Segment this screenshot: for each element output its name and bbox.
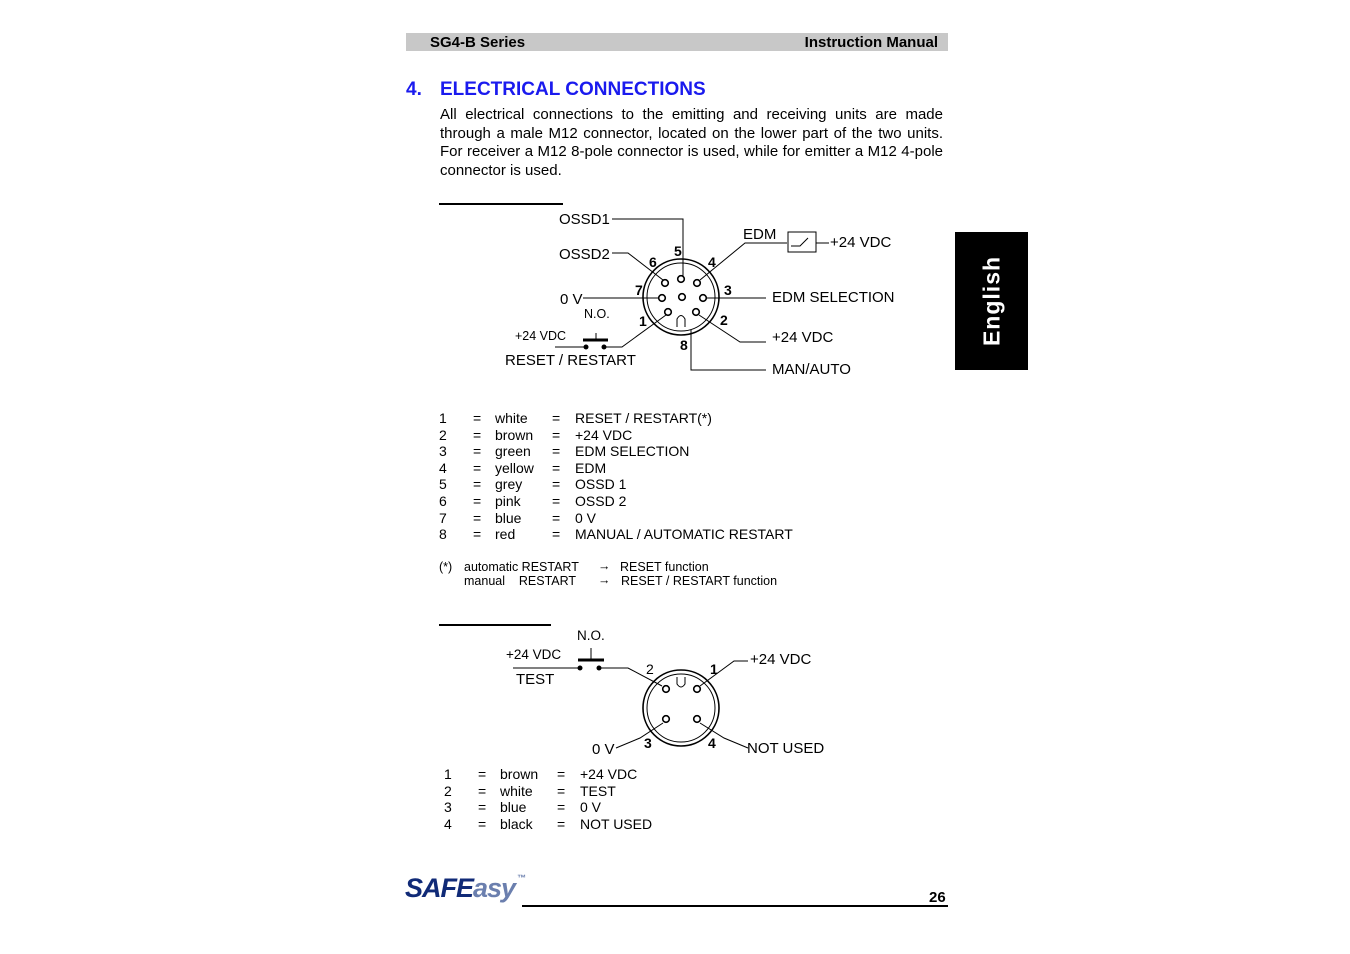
emitter-label-no: N.O. — [577, 628, 605, 643]
label-edm-selection: EDM SELECTION — [772, 289, 895, 306]
cell-eq: = — [478, 782, 487, 799]
receiver-pin-4: 4 — [708, 254, 716, 270]
cell-pin: 2 — [439, 426, 447, 443]
cell-color: grey — [495, 476, 523, 493]
cell-eq: = — [473, 526, 482, 543]
logo-trademark: ™ — [517, 873, 526, 883]
note-line1-left: automatic RESTART — [464, 560, 579, 574]
emitter-pinout-table — [439, 766, 652, 832]
cell-eq2: = — [552, 509, 561, 526]
cell-eq2: = — [557, 766, 566, 782]
cell-color: red — [495, 526, 516, 543]
label-24vdc-reset: +24 VDC — [515, 329, 567, 343]
cell-pin: 4 — [439, 459, 447, 476]
header-manual: Instruction Manual — [804, 34, 938, 51]
note-line1-arrow: → — [598, 559, 611, 573]
cell-color: black — [500, 815, 533, 832]
cell-eq: = — [473, 476, 482, 493]
cell-eq: = — [473, 459, 482, 476]
cell-signal: EDM — [575, 459, 607, 476]
cell-eq2: = — [552, 459, 561, 476]
table-row — [439, 460, 793, 477]
header-series: SG4-B Series — [430, 34, 526, 51]
cell-color: white — [495, 410, 528, 426]
cell-color: yellow — [495, 459, 534, 476]
logo-light-text: asy — [473, 873, 516, 903]
cell-signal: EDM SELECTION — [575, 443, 690, 460]
cell-eq2: = — [552, 443, 561, 460]
note-line1-right: RESET function — [620, 560, 709, 574]
table-row — [439, 816, 652, 833]
cell-signal: RESET / RESTART(*) — [575, 410, 712, 426]
cell-signal: OSSD 1 — [575, 476, 627, 493]
cell-eq2: = — [552, 476, 561, 493]
cell-signal: TEST — [580, 782, 616, 799]
cell-pin: 4 — [444, 815, 452, 832]
cell-pin: 3 — [439, 443, 447, 460]
emitter-label-0v: 0 V — [592, 741, 615, 758]
emitter-pin-3: 3 — [644, 735, 652, 751]
cell-eq: = — [473, 509, 482, 526]
table-row — [439, 799, 652, 816]
receiver-pin-7: 7 — [635, 282, 643, 298]
cell-signal: 0 V — [575, 509, 597, 526]
note-line2-left: manual RESTART — [464, 574, 577, 588]
table-row — [439, 510, 793, 527]
label-24vdc-edm: +24 VDC — [830, 234, 892, 251]
receiver-pin-2: 2 — [720, 312, 728, 328]
intro-paragraph: All electrical connections to the emitting and receiving units are made through a male M12 connector, located on the lower part of the two units. For receiver a M12 8-pole connector is used, while for emitter a M12 4-pole connector is used. — [440, 106, 943, 179]
cell-signal: 0 V — [580, 799, 602, 816]
cell-eq2: = — [552, 410, 561, 426]
note-line2-arrow: → — [598, 573, 611, 587]
page-number: 26 — [929, 889, 946, 906]
safeasy-logo — [405, 873, 525, 904]
cell-color: pink — [495, 492, 521, 509]
cell-eq: = — [478, 815, 487, 832]
label-man-auto: MAN/AUTO — [772, 361, 851, 378]
receiver-pin-6: 6 — [649, 254, 657, 270]
section-title-text: ELECTRICAL CONNECTIONS — [440, 79, 706, 100]
cell-eq: = — [473, 410, 482, 426]
receiver-pin-1: 1 — [639, 313, 647, 329]
receiver-pinout-table — [439, 410, 793, 543]
cell-signal: OSSD 2 — [575, 492, 627, 509]
table-row — [439, 783, 652, 800]
cell-color: blue — [500, 799, 527, 816]
footer-rule — [522, 905, 948, 907]
label-ossd2: OSSD2 — [559, 246, 610, 263]
emitter-switch-contacts — [578, 666, 602, 671]
cell-pin: 2 — [444, 782, 452, 799]
cell-eq: = — [473, 492, 482, 509]
receiver-pin-3: 3 — [724, 282, 732, 298]
note-line2-right: RESET / RESTART function — [621, 574, 778, 588]
label-reset-restart: RESET / RESTART — [505, 352, 636, 369]
cell-eq2: = — [552, 492, 561, 509]
cell-eq2: = — [557, 815, 566, 832]
table-row — [439, 766, 652, 783]
emitter-pin-4: 4 — [708, 735, 716, 751]
cell-pin: 3 — [444, 799, 452, 816]
cell-signal: +24 VDC — [575, 426, 633, 443]
emitter-label-24vdc-pin1: +24 VDC — [750, 651, 812, 668]
cell-eq2: = — [557, 799, 566, 816]
receiver-pin-5: 5 — [674, 243, 682, 259]
section-number: 4. — [406, 79, 422, 100]
table-row — [439, 526, 793, 543]
cell-eq: = — [473, 443, 482, 460]
table-row — [439, 493, 793, 510]
cell-signal: NOT USED — [580, 815, 653, 832]
cell-eq2: = — [552, 426, 561, 443]
cell-pin: 1 — [444, 766, 452, 782]
cell-eq: = — [478, 766, 487, 782]
emitter-pin-1: 1 — [710, 661, 718, 677]
cell-signal: +24 VDC — [580, 766, 638, 782]
label-edm: EDM — [743, 226, 777, 243]
cell-color: brown — [500, 766, 539, 782]
cell-pin: 5 — [439, 476, 447, 493]
receiver-pin-8: 8 — [680, 337, 688, 353]
cell-eq: = — [478, 799, 487, 816]
logo-bold-text: SAFE — [405, 873, 474, 903]
language-tab-label: English — [978, 255, 1004, 347]
cell-eq: = — [473, 426, 482, 443]
emitter-label-24vdc-test: +24 VDC — [506, 647, 562, 662]
cell-signal: MANUAL / AUTOMATIC RESTART — [575, 526, 793, 543]
cell-pin: 6 — [439, 492, 447, 509]
label-0v: 0 V — [560, 291, 583, 308]
cell-eq2: = — [557, 782, 566, 799]
table-row — [439, 427, 793, 444]
note-marker: (*) — [439, 560, 453, 574]
table-row — [439, 410, 793, 427]
cell-color: brown — [495, 426, 534, 443]
cell-pin: 1 — [439, 410, 447, 426]
cell-color: green — [495, 443, 531, 460]
table-row — [439, 476, 793, 493]
cell-eq2: = — [552, 526, 561, 543]
receiver-switch-contacts — [584, 345, 607, 350]
emitter-label-test: TEST — [516, 671, 555, 688]
label-24vdc-pin2: +24 VDC — [772, 329, 834, 346]
cell-color: blue — [495, 509, 522, 526]
emitter-label-not-used: NOT USED — [747, 740, 825, 757]
label-ossd1: OSSD1 — [559, 211, 610, 228]
emitter-pin-2: 2 — [646, 661, 654, 677]
cell-color: white — [500, 782, 533, 799]
cell-pin: 8 — [439, 526, 447, 543]
label-no: N.O. — [584, 307, 610, 321]
table-row — [439, 443, 793, 460]
cell-pin: 7 — [439, 509, 447, 526]
